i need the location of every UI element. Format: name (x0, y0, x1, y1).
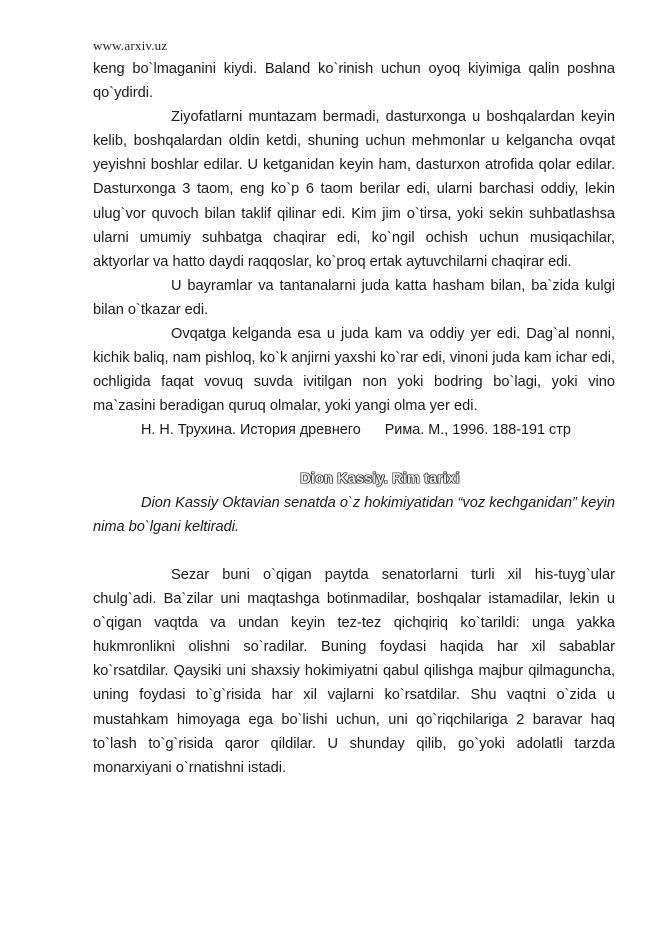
source-reference: Н. Н. Трухина. История древнего Рима. М., 1996. 188-191 стр (141, 422, 571, 439)
paragraph-food: Ovqatga kelganda esa u juda kam va oddiy yer edi. Dag`al nonni, kichik baliq, nam pishloq, ko`k anjirni yaxshi ko`rar edi, vinoni juda kam ichar edi, ochligida faqat vovuq suvda ivitilgan non yoki bodring bo`lagi, yoki vino ma`zasini beradigan quruq olmalar, yoki yangi olma yer edi. (93, 326, 615, 415)
site-watermark: www.arxiv.uz (93, 38, 168, 53)
paragraph-shoes: keng bo`lmaganini kiydi. Baland ko`rinish uchun oyoq kiyimiga qalin poshna qo`ydirdi. (93, 61, 615, 102)
spacer (93, 539, 615, 563)
spacer (93, 443, 615, 467)
section-intro: Dion Kassiy Oktavian senatda o`z hokimiyatidan “voz kechganidan” keyin nima bo`lgani keltiradi. (93, 494, 615, 535)
paragraph-feasts: Ziyofatlarni muntazam bermadi, dasturxonga u boshqalardan keyin kelib, boshqalardan oldin ketdi, shuning uchun mehmonlar u kelgancha ovqat yeyishni boshlar edilar. U ketganidan keyin ham, dasturxon atrofida qolar edilar. Dasturxonga 3 taom, eng ko`p 6 taom berilar edi, ularni barchasi oddiy, lekin ulug`vor quvoch bilan taklif qilinar edi. Kim jim o`tirsa, yoki sekin suhbatlashsa ularni umumiy suhbatga chaqirar edi, ko`ngil ochish uchun musiqachilar, aktyorlar va hatto daydi raqqoslar, ko`proq ertak aytuvchilarni chaqirar edi. (93, 109, 615, 270)
document-body (93, 57, 615, 780)
paragraph-senate: Sezar buni o`qigan paytda senatorlarni turli xil his-tuyg`ular chulg`adi. Ba`zilar uni maqtashga botinmadilar, boshqalar istamadilar, lekin u o`qigan vaqtda va undan keyin tez-tez qichqiriq ko`tarildi: unga yakka hukmronlikni olishni so`radilar. Buning foydasi haqida har xil sabablar ko`rsatdilar. Qaysiki uni shaxsiy hokimiyatni qabul qilishga majbur qilmaguncha, uning foydasi to`g`risida har xil vajlarni ko`rsatdilar. Shu vaqtni o`zida u mustahkam himoyaga ega bo`lishi uchun, uni qo`riqchilariga 2 baravar haq to`lash to`g`risida qaror qildilar. U shunday qilib, go`yoki adolatli tarzda monarxiyani o`rnatishni istadi. (93, 566, 615, 776)
section-title: Dion Kassiy. Rim tarixi (300, 470, 460, 487)
paragraph-holidays: U bayramlar va tantanalarni juda katta hasham bilan, ba`zida kulgi bilan o`tkazar edi. (93, 277, 615, 318)
